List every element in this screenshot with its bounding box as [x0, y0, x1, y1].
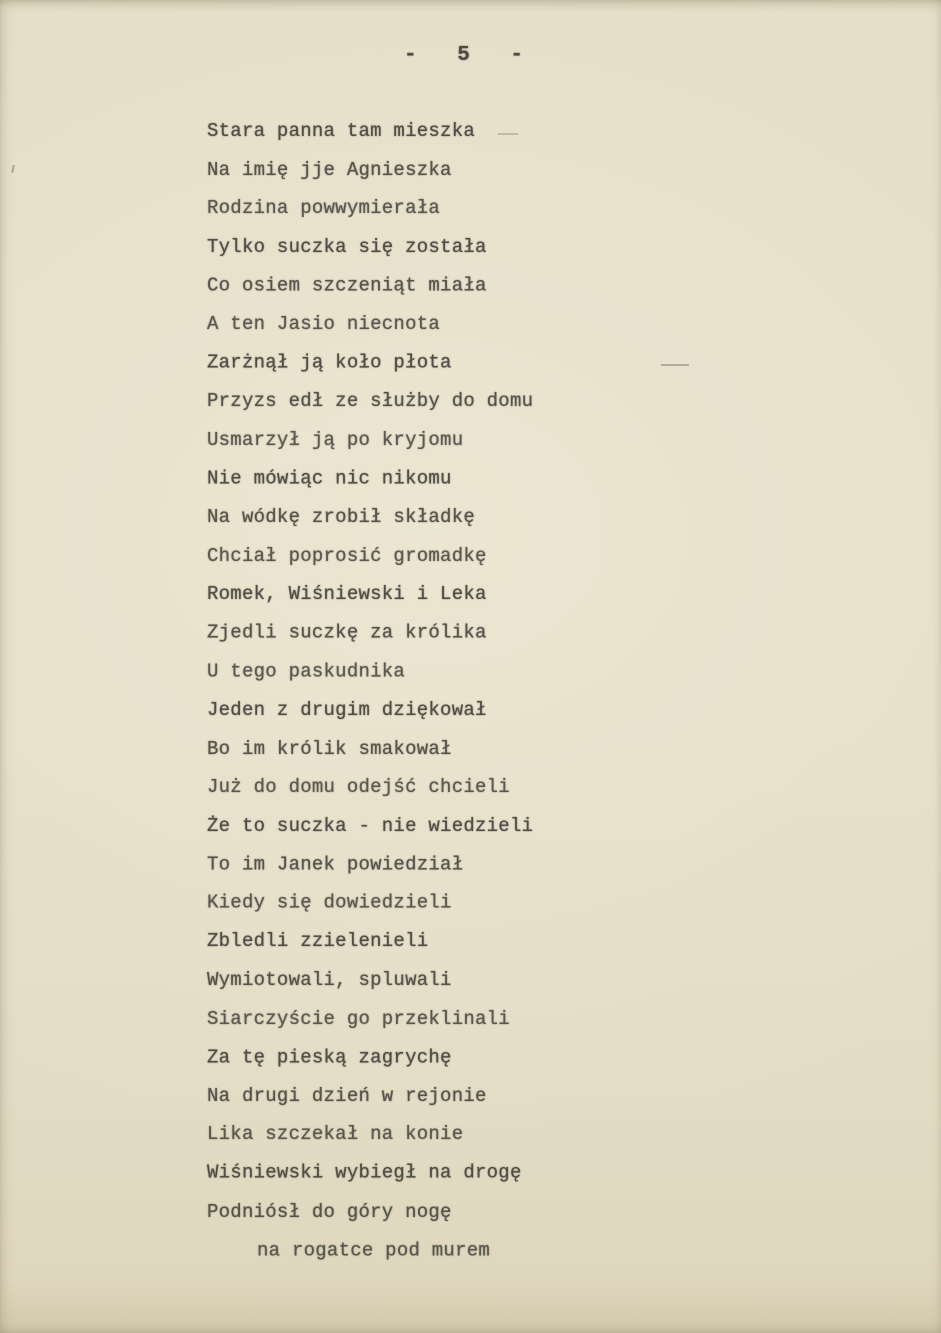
- paper-speckles: [0, 0, 2, 2]
- poem-line: Na imię jje Agnieszka: [207, 158, 452, 181]
- poem-line: Zarżnął ją koło płota: [207, 351, 452, 374]
- poem-line: Że to suczka - nie wiedzieli: [207, 814, 534, 837]
- poem-line: Za tę pieską zagrychę: [207, 1046, 452, 1069]
- poem-line: Kiedy się dowiedzieli: [207, 891, 452, 914]
- poem-line: Chciał poprosić gromadkę: [207, 544, 487, 567]
- poem-line: Na drugi dzień w rejonie: [207, 1084, 487, 1107]
- poem: [207, 112, 827, 1270]
- poem-line: Nie mówiąc nic nikomu: [207, 467, 452, 490]
- poem-line: Lika szczekał na konie: [207, 1123, 464, 1146]
- poem-line: Romek, Wiśniewski i Leka: [207, 583, 487, 606]
- poem-line: Wiśniewski wybiegł na drogę: [207, 1161, 522, 1184]
- poem-line: Bo im królik smakował: [207, 737, 452, 760]
- poem-line: Usmarzył ją po kryjomu: [207, 428, 464, 451]
- poem-line: A ten Jasio niecnota: [207, 312, 441, 335]
- poem-line: Stara panna tam mieszka: [207, 120, 475, 142]
- poem-line: Zbledli zzielenieli: [207, 930, 429, 953]
- poem-line: To im Janek powiedział: [207, 853, 464, 876]
- poem-line: Tylko suczka się została: [207, 235, 487, 258]
- stray-mark: [11, 165, 15, 173]
- poem-line: U tego paskudnika: [207, 660, 406, 683]
- poem-line: Już do domu odejść chcieli: [207, 776, 510, 799]
- poem-line: Na wódkę zrobił składkę: [207, 505, 475, 528]
- poem-line: Siarczyście go przeklinali: [207, 1007, 510, 1030]
- poem-line: Wymiotowali, spluwali: [207, 969, 452, 992]
- poem-line: Rodzina powwymierała: [207, 197, 441, 220]
- page-number: - 5 -: [403, 44, 537, 67]
- poem-line: Podniósł do góry nogę: [207, 1200, 452, 1223]
- poem-line: Jeden z drugim dziękował: [207, 698, 487, 721]
- poem-line: na rogatce pod murem: [257, 1239, 491, 1262]
- poem-line: Co osiem szczeniąt miała: [207, 274, 487, 297]
- poem-line: Przyzs edł ze służby do domu: [207, 390, 534, 413]
- poem-line: Zjedli suczkę za królika: [207, 621, 487, 644]
